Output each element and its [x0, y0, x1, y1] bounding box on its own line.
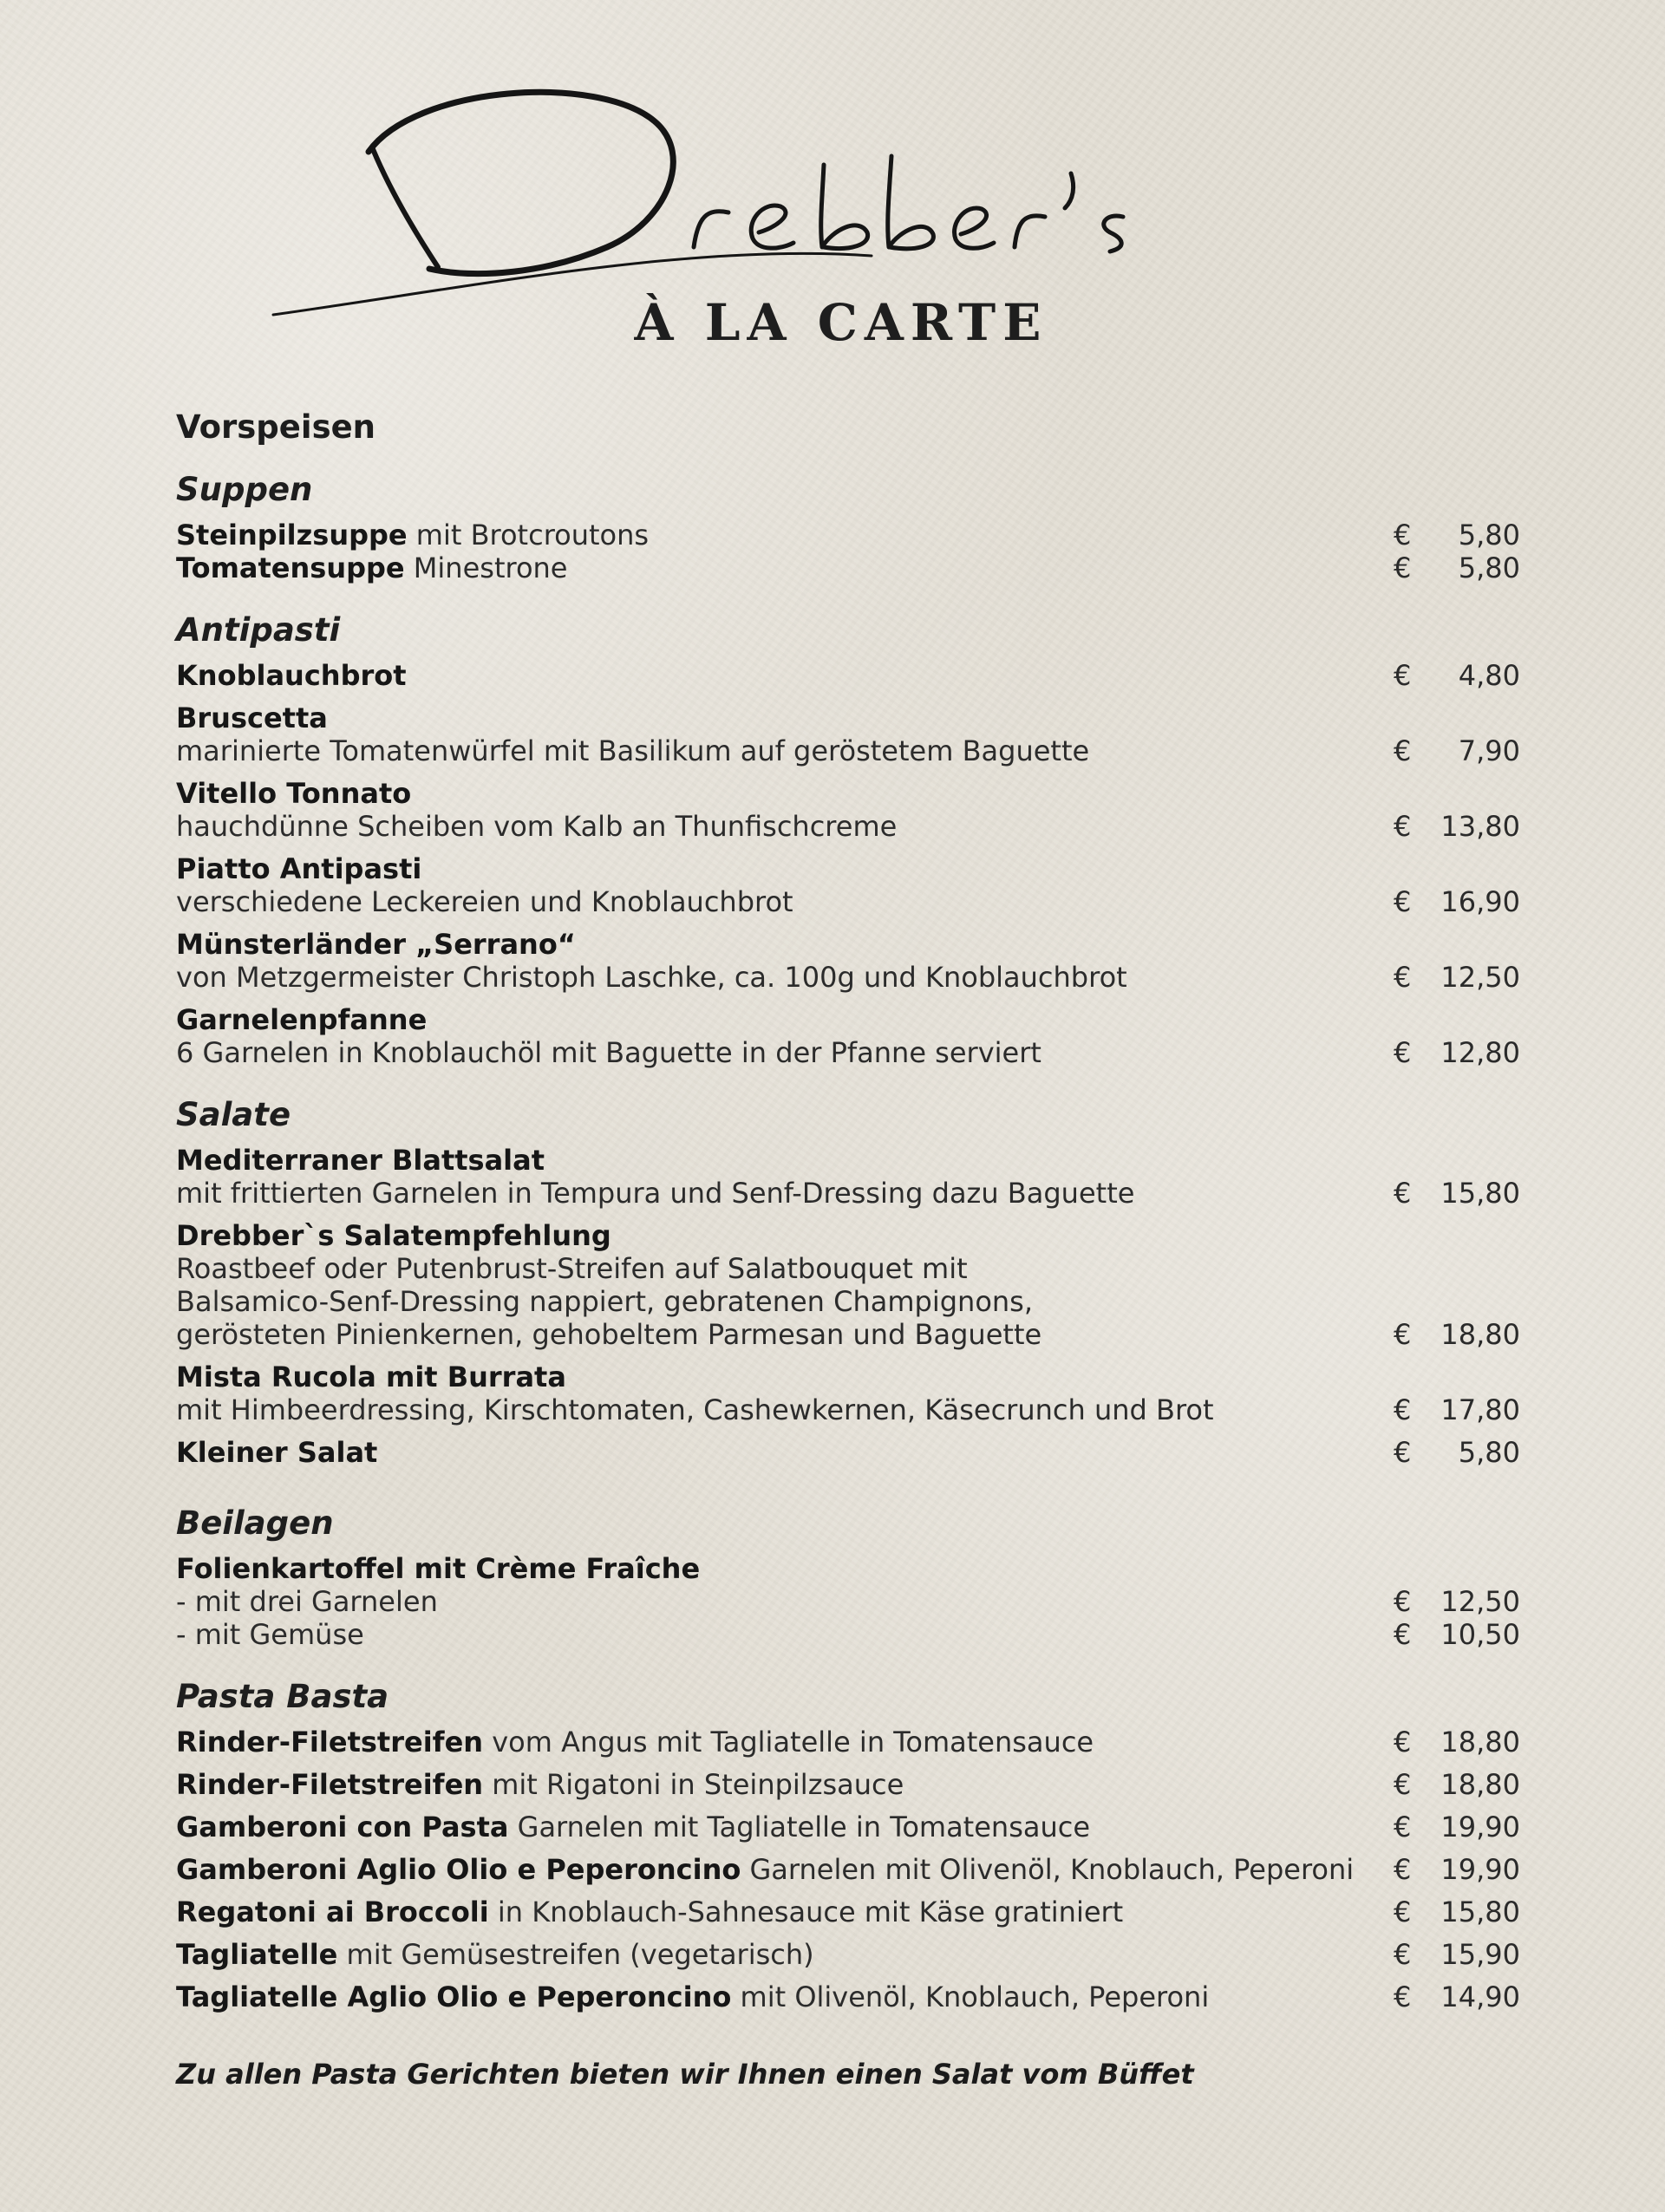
menu-item: [176, 551, 1520, 584]
dish-name: Rinder-Filetstreifen: [176, 1768, 484, 1801]
dish-name: Tagliatelle Aglio Olio e Peperoncino: [176, 1980, 732, 2013]
dish-price: 10,50: [1440, 1618, 1520, 1651]
menu-item-detail: [176, 1036, 1520, 1069]
menu-item-detail: [176, 734, 1520, 767]
dish-price: 7,90: [1458, 734, 1520, 767]
menu-item: [176, 1436, 1520, 1469]
menu-item-name: [176, 701, 1520, 734]
menu-item: [176, 519, 1520, 551]
dish-price: 13,80: [1440, 810, 1520, 843]
dish-description: gerösteten Pinienkernen, gehobeltem Parmesan und Baguette: [176, 1318, 1042, 1351]
menu-item-name: [176, 777, 1520, 810]
dish-name: Garnelenpfanne: [176, 1003, 428, 1036]
menu-item-detail: [176, 810, 1520, 843]
dish-description: mit Rigatoni in Steinpilzsauce: [492, 1768, 904, 1801]
dish-price: 14,90: [1440, 1980, 1520, 2013]
dish-price: 5,80: [1458, 1436, 1520, 1469]
category-salate: Salate: [176, 1096, 291, 1133]
dish-price: 15,80: [1440, 1177, 1520, 1210]
dish-name: Bruscetta: [176, 701, 328, 734]
menu-item-name: [176, 1552, 1520, 1585]
menu-item-detail: [176, 885, 1520, 918]
dish-option: - mit Gemüse: [176, 1618, 364, 1651]
dish-description: in Knoblauch-Sahnesauce mit Käse gratiniert: [497, 1896, 1124, 1928]
currency-symbol: €: [1394, 885, 1412, 918]
currency-symbol: €: [1394, 1811, 1412, 1843]
dish-description: mit Olivenöl, Knoblauch, Peperoni: [740, 1980, 1210, 2013]
dish-description: marinierte Tomatenwürfel mit Basilikum auf geröstetem Baguette: [176, 734, 1090, 767]
menu-item-detail: [176, 1285, 1520, 1318]
menu-item: [176, 1896, 1520, 1928]
menu-item-detail: [176, 1393, 1520, 1426]
currency-symbol: €: [1394, 734, 1412, 767]
menu-item: [176, 1811, 1520, 1843]
dish-price: 12,80: [1440, 1036, 1520, 1069]
menu-item-name: [176, 1360, 1520, 1393]
menu-item-detail: [176, 1177, 1520, 1210]
menu-item-detail: [176, 1252, 1520, 1285]
menu-item: [176, 1726, 1520, 1759]
dish-price: 4,80: [1458, 659, 1520, 692]
dish-description: mit Himbeerdressing, Kirschtomaten, Cashewkernen, Käsecrunch und Brot: [176, 1393, 1214, 1426]
menu-item-name: [176, 852, 1520, 885]
dish-name: Regatoni ai Broccoli: [176, 1896, 489, 1928]
currency-symbol: €: [1394, 1726, 1412, 1759]
dish-name: Knoblauchbrot: [176, 659, 407, 692]
dish-price: 19,90: [1440, 1853, 1520, 1886]
currency-symbol: €: [1394, 810, 1412, 843]
dish-description: Roastbeef oder Putenbrust-Streifen auf Salatbouquet mit: [176, 1252, 968, 1285]
currency-symbol: €: [1394, 1853, 1412, 1886]
menu-item-detail: [176, 961, 1520, 994]
currency-symbol: €: [1394, 1768, 1412, 1801]
currency-symbol: €: [1394, 961, 1412, 994]
menu-item-detail: [176, 1318, 1520, 1351]
menu-item: [176, 659, 1520, 692]
dish-name: Mediterraner Blattsalat: [176, 1144, 545, 1177]
menu-item: [176, 1853, 1520, 1886]
currency-symbol: €: [1394, 1177, 1412, 1210]
currency-symbol: €: [1394, 1938, 1412, 1971]
menu-item: [176, 1938, 1520, 1971]
dish-name: Steinpilzsuppe: [176, 519, 408, 551]
dish-price: 18,80: [1440, 1726, 1520, 1759]
dish-name: Piatto Antipasti: [176, 852, 422, 885]
currency-symbol: €: [1394, 1618, 1412, 1651]
dish-price: 16,90: [1440, 885, 1520, 918]
menu-heading: Vorspeisen: [176, 408, 376, 446]
dish-price: 18,80: [1440, 1318, 1520, 1351]
currency-symbol: €: [1394, 1585, 1412, 1618]
currency-symbol: €: [1394, 1896, 1412, 1928]
dish-name: Rinder-Filetstreifen: [176, 1726, 484, 1759]
currency-symbol: €: [1394, 519, 1412, 551]
dish-name: Münsterländer „Serrano“: [176, 928, 576, 961]
dish-description: Garnelen mit Tagliatelle in Tomatensauce: [517, 1811, 1091, 1843]
currency-symbol: €: [1394, 1436, 1412, 1469]
dish-price: 18,80: [1440, 1768, 1520, 1801]
currency-symbol: €: [1394, 551, 1412, 584]
menu-item: [176, 1768, 1520, 1801]
dish-price: 5,80: [1458, 551, 1520, 584]
page-subtitle: À LA CARTE: [634, 293, 1048, 352]
menu-item-option: [176, 1585, 1520, 1618]
dish-price: 19,90: [1440, 1811, 1520, 1843]
menu-item-name: [176, 928, 1520, 961]
dish-description: hauchdünne Scheiben vom Kalb an Thunfischcreme: [176, 810, 898, 843]
footnote: Zu allen Pasta Gerichten bieten wir Ihnen einen Salat vom Büffet: [176, 2058, 1194, 2091]
currency-symbol: €: [1394, 659, 1412, 692]
dish-description: mit Gemüsestreifen (vegetarisch): [346, 1938, 814, 1971]
dish-price: 5,80: [1458, 519, 1520, 551]
category-suppen: Suppen: [176, 471, 313, 508]
drebbers-logo: [260, 69, 1171, 330]
dish-price: 17,80: [1440, 1393, 1520, 1426]
dish-price: 15,90: [1440, 1938, 1520, 1971]
currency-symbol: €: [1394, 1393, 1412, 1426]
dish-description: Garnelen mit Olivenöl, Knoblauch, Peperoni: [749, 1853, 1355, 1886]
dish-name: Tagliatelle: [176, 1938, 338, 1971]
category-beilagen: Beilagen: [176, 1504, 334, 1542]
menu-item-option: [176, 1618, 1520, 1651]
dish-description: vom Angus mit Tagliatelle in Tomatensauce: [492, 1726, 1094, 1759]
currency-symbol: €: [1394, 1318, 1412, 1351]
dish-description: 6 Garnelen in Knoblauchöl mit Baguette in der Pfanne serviert: [176, 1036, 1041, 1069]
menu-card: [176, 408, 1520, 2091]
dish-name: Vitello Tonnato: [176, 777, 412, 810]
menu-item-name: [176, 1144, 1520, 1177]
dish-name: Mista Rucola mit Burrata: [176, 1360, 566, 1393]
dish-name: Kleiner Salat: [176, 1436, 378, 1469]
dish-option: - mit drei Garnelen: [176, 1585, 438, 1618]
dish-description: Balsamico-Senf-Dressing nappiert, gebratenen Champignons,: [176, 1285, 1034, 1318]
dish-name: Gamberoni Aglio Olio e Peperoncino: [176, 1853, 741, 1886]
menu-item: [176, 1980, 1520, 2013]
dish-price: 12,50: [1440, 1585, 1520, 1618]
dish-name: Drebber`s Salatempfehlung: [176, 1219, 611, 1252]
category-pasta-basta: Pasta Basta: [176, 1678, 389, 1715]
currency-symbol: €: [1394, 1980, 1412, 2013]
dish-description: mit frittierten Garnelen in Tempura und Senf-Dressing dazu Baguette: [176, 1177, 1135, 1210]
dish-name: Folienkartoffel mit Crème Fraîche: [176, 1552, 701, 1585]
dish-price: 15,80: [1440, 1896, 1520, 1928]
menu-item-name: [176, 1003, 1520, 1036]
currency-symbol: €: [1394, 1036, 1412, 1069]
dish-description: verschiedene Leckereien und Knoblauchbrot: [176, 885, 793, 918]
dish-description: mit Brotcroutons: [415, 519, 650, 551]
category-antipasti: Antipasti: [176, 611, 341, 649]
dish-name: Gamberoni con Pasta: [176, 1811, 509, 1843]
dish-description: von Metzgermeister Christoph Laschke, ca. 100g und Knoblauchbrot: [176, 961, 1127, 994]
dish-price: 12,50: [1440, 961, 1520, 994]
menu-item-name: [176, 1219, 1520, 1252]
dish-description: Minestrone: [413, 551, 568, 584]
dish-name: Tomatensuppe: [176, 551, 405, 584]
